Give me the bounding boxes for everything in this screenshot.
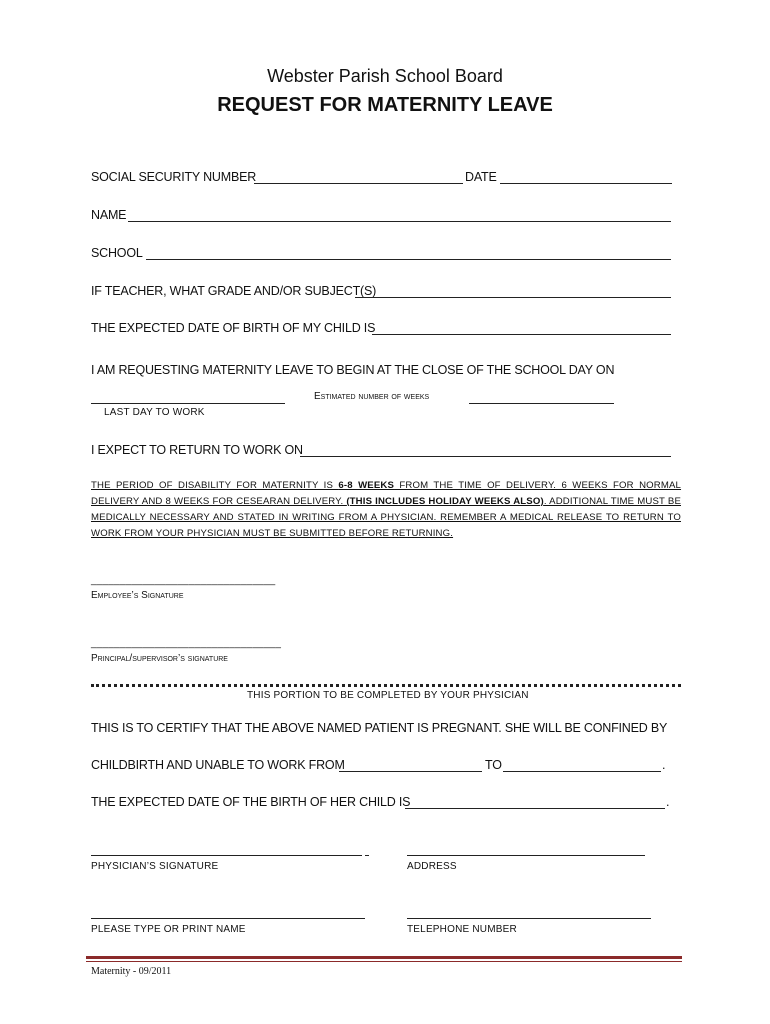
child-birth-label: THE EXPECTED DATE OF THE BIRTH OF HER CHILD IS [91, 795, 411, 809]
physician-signature-field[interactable] [91, 855, 362, 856]
date-label: DATE [465, 170, 497, 184]
physician-signature-label: PHYSICIAN’S SIGNATURE [91, 861, 219, 872]
teacher-subject-label: IF TEACHER, WHAT GRADE AND/OR SUBJECT(S) [91, 284, 377, 298]
name-label: NAME [91, 208, 127, 222]
school-label: SCHOOL [91, 246, 143, 260]
address-field[interactable] [407, 855, 645, 856]
physician-signature-field-end [365, 855, 369, 856]
teacher-subject-field[interactable] [355, 297, 671, 298]
school-field[interactable] [146, 259, 671, 260]
last-day-field[interactable] [91, 403, 285, 404]
confined-to-field[interactable] [503, 771, 661, 772]
confined-from-field[interactable] [339, 771, 482, 772]
principal-signature-label: Principal/supervisor’s signature [91, 653, 228, 664]
footer-rule-thin [86, 961, 682, 962]
confined-label: CHILDBIRTH AND UNABLE TO WORK FROM [91, 758, 345, 772]
footer-version: Maternity - 09/2011 [91, 966, 172, 977]
ssn-label: SOCIAL SECURITY NUMBER [91, 170, 257, 184]
employee-signature-label: Employee’s Signature [91, 590, 184, 601]
child-birth-period: . [666, 795, 670, 809]
address-label: ADDRESS [407, 861, 457, 872]
employee-signature-line[interactable]: ________________________________ [91, 575, 276, 586]
telephone-label: TELEPHONE NUMBER [407, 924, 517, 935]
weeks-field[interactable] [469, 403, 614, 404]
weeks-label: Estimated number of weeks [314, 391, 430, 402]
form-title: REQUEST FOR MATERNITY LEAVE [217, 94, 553, 116]
principal-signature-line[interactable]: _________________________________ [91, 638, 282, 649]
print-name-label: PLEASE TYPE OR PRINT NAME [91, 924, 246, 935]
physician-section-label: THIS PORTION TO BE COMPLETED BY YOUR PHYSICIAN [247, 690, 529, 701]
disability-notice: THE PERIOD OF DISABILITY FOR MATERNITY IS 6-8 WEEKS FROM THE TIME OF DELIVERY. 6 WEEKS FOR NORMAL DELIVERY AND 8 WEEKS FOR CESEARAN DELIVERY. (THIS INCLUDES HOLIDAY WEEKS ALSO). ADDITIONAL TIME MUST BE MEDICALLY NECESSARY AND STATED IN WRITING FROM A PHYSICIAN. REMEMBER A MEDICAL RELEASE TO RETURN TO WORK FROM YOUR PHYSICIAN MUST BE SUBMITTED BEFORE RETURNING. [91, 480, 682, 539]
name-field[interactable] [128, 221, 671, 222]
leave-request-label: I AM REQUESTING MATERNITY LEAVE TO BEGIN AT THE CLOSE OF THE SCHOOL DAY ON [91, 363, 615, 377]
birth-date-label: THE EXPECTED DATE OF BIRTH OF MY CHILD IS [91, 321, 376, 335]
birth-date-field[interactable] [372, 334, 671, 335]
confined-period: . [662, 758, 666, 772]
ssn-field[interactable] [254, 183, 463, 184]
section-divider [91, 684, 681, 687]
confined-to-label: TO [485, 758, 502, 772]
child-birth-field[interactable] [405, 808, 665, 809]
return-label: I EXPECT TO RETURN TO WORK ON [91, 443, 303, 457]
certify-text: THIS IS TO CERTIFY THAT THE ABOVE NAMED PATIENT IS PREGNANT. SHE WILL BE CONFINED BY [91, 721, 668, 735]
return-field[interactable] [300, 456, 671, 457]
last-day-label: LAST DAY TO WORK [104, 407, 205, 418]
date-field[interactable] [500, 183, 672, 184]
footer-rule [86, 956, 682, 959]
print-name-field[interactable] [91, 918, 365, 919]
telephone-field[interactable] [407, 918, 651, 919]
school-board-name: Webster Parish School Board [267, 66, 503, 86]
